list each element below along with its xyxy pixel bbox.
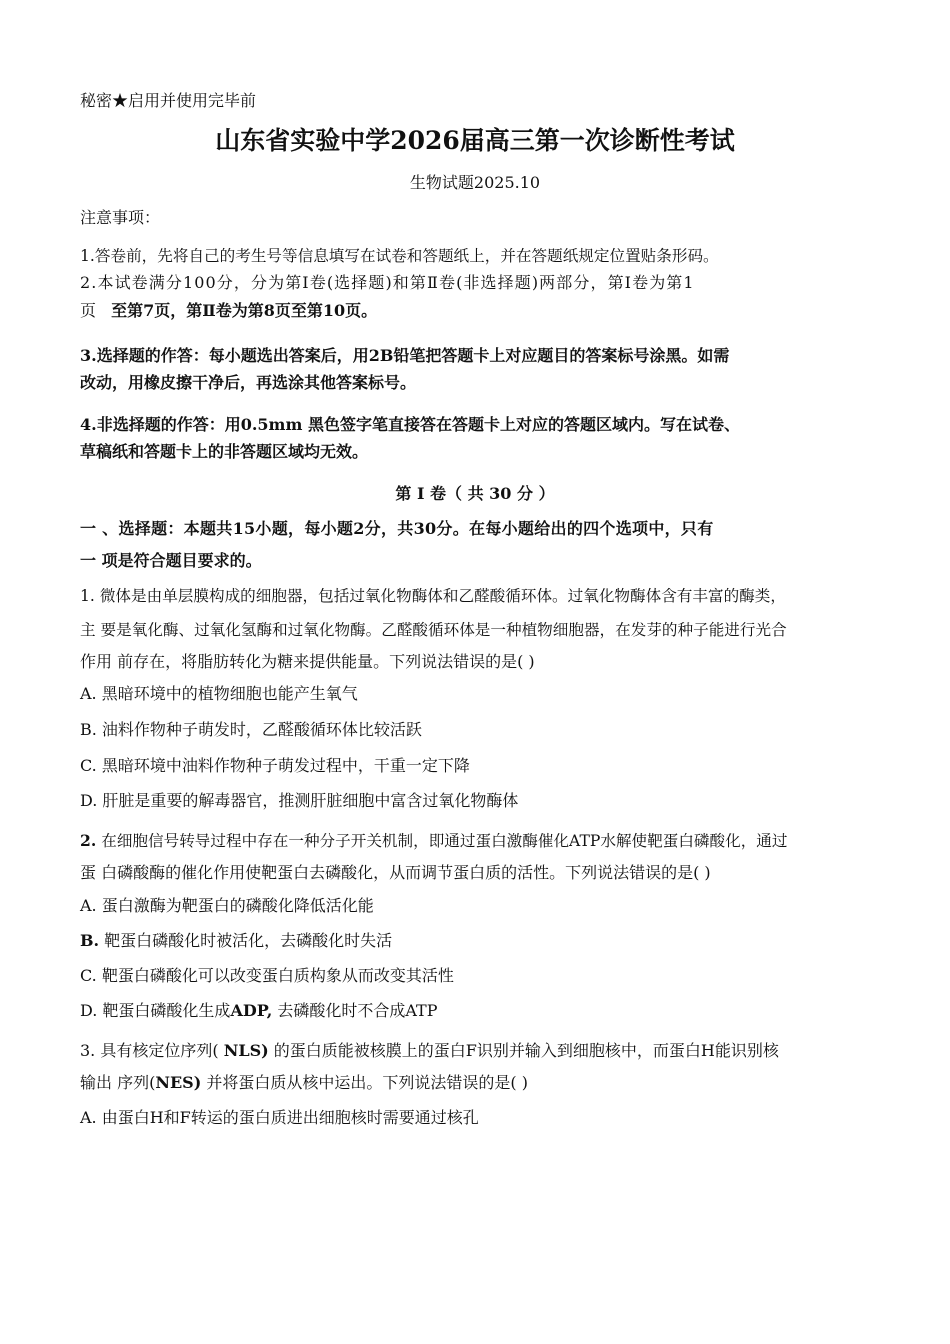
section-heading: 第 I 卷（ 共 30 分 ）	[395, 484, 555, 503]
q2-option-d-post: 去磷酸化时不合成ATP	[272, 1001, 438, 1020]
q3-stem-1-pre: 3. 具有核定位序列(	[80, 1041, 224, 1060]
notice-2-line-1: 2.本试卷满分100分，分为第Ⅰ卷(选择题)和第Ⅱ卷(非选择题)两部分，第Ⅰ卷为第1	[80, 273, 695, 292]
q2-option-d-bold: ADP,	[230, 1001, 273, 1020]
q2-stem-text: 在细胞信号转导过程中存在一种分子开关机制，即通过蛋白激酶催化ATP水解使靶蛋白磷酸化，通过	[96, 832, 788, 850]
q1-stem-line-1: 1. 微体是由单层膜构成的细胞器，包括过氧化物酶体和乙醛酸循环体。过氧化物酶体含有丰富的酶类，	[80, 587, 786, 605]
q2-stem-line-2: 蛋 白磷酸酶的催化作用使靶蛋白去磷酸化，从而调节蛋白质的活性。下列说法错误的是( )	[80, 863, 711, 882]
notice-label: 注意事项：	[80, 208, 161, 227]
q2-option-d-pre: D. 靶蛋白磷酸化生成	[80, 1001, 231, 1020]
notice-3-line-1: 3.选择题的作答：每小题选出答案后，用2B铅笔把答题卡上对应题目的答案标号涂黑。如需	[80, 346, 730, 365]
notice-2-line-2	[80, 300, 377, 322]
q2-option-b-text: 靶蛋白磷酸化时被活化，去磷酸化时失活	[99, 931, 393, 950]
q1-option-a: A. 黑暗环境中的植物细胞也能产生氧气	[80, 684, 358, 703]
q2-option-a: A. 蛋白激酶为靶蛋白的磷酸化降低活化能	[80, 896, 374, 915]
notice-4-line-2: 草稿纸和答题卡上的非答题区域均无效。	[80, 442, 369, 461]
exam-subtitle: 生物试题2025.10	[409, 173, 541, 192]
q3-stem-1-bold: NLS)	[223, 1041, 269, 1060]
q1-option-b: B. 油料作物种子萌发时，乙醛酸循环体比较活跃	[80, 720, 422, 739]
q3-stem-2-post: 并将蛋白质从核中运出。下列说法错误的是( )	[201, 1073, 528, 1092]
notice-4-line-1: 4.非选择题的作答：用0.5mm 黑色签字笔直接答在答题卡上对应的答题区域内。写在试卷、	[80, 415, 740, 434]
section-intro-line-1: 一 、选择题：本题共15小题，每小题2分，共30分。在每小题给出的四个选项中，只有	[80, 519, 714, 538]
q2-stem-line-1	[80, 830, 787, 852]
q3-stem-line-1	[80, 1040, 779, 1062]
q1-stem-line-2: 主 要是氧化酶、过氧化氢酶和过氧化物酶。乙醛酸循环体是一种植物细胞器，在发芽的种子能进行光合	[80, 621, 787, 639]
q2-option-c: C. 靶蛋白磷酸化可以改变蛋白质构象从而改变其活性	[80, 966, 454, 985]
q2-option-d	[80, 1000, 437, 1022]
q2-number: 2.	[80, 831, 97, 850]
q1-option-d: D. 肝脏是重要的解毒器官，推测肝脏细胞中富含过氧化物酶体	[80, 791, 519, 810]
q3-stem-1-post: 的蛋白质能被核膜上的蛋白F识别并输入到细胞核中，而蛋白H能识别核	[268, 1041, 779, 1060]
section-intro-line-2: 一 项是符合题目要求的。	[80, 551, 262, 570]
q1-option-c: C. 黑暗环境中油料作物种子萌发过程中，干重一定下降	[80, 756, 470, 775]
notice-3-line-2: 改动，用橡皮擦干净后，再选涂其他答案标号。	[80, 373, 417, 392]
q2-option-b	[80, 930, 392, 952]
q3-stem-2-pre: 输出 序列(	[80, 1073, 156, 1092]
notice-2-page-word: 页	[80, 301, 97, 320]
notice-1: 1.答卷前，先将自己的考生号等信息填写在试卷和答题纸上，并在答题纸规定位置贴条形码。	[80, 247, 719, 265]
q3-option-a: A. 由蛋白H和F转运的蛋白质进出细胞核时需要通过核孔	[80, 1108, 479, 1127]
q3-stem-2-bold: NES)	[155, 1073, 202, 1092]
exam-title: 山东省实验中学2026届高三第一次诊断性考试	[215, 126, 735, 155]
q2-option-b-label: B.	[80, 931, 100, 950]
confidential-mark: 秘密★启用并使用完毕前	[80, 91, 257, 110]
q3-stem-line-2	[80, 1072, 528, 1094]
notice-2-page-range: 至第7页，第Ⅱ卷为第8页至第10页。	[111, 301, 378, 320]
q1-stem-line-3: 作用 前存在，将脂肪转化为糖来提供能量。下列说法错误的是( )	[80, 652, 535, 671]
